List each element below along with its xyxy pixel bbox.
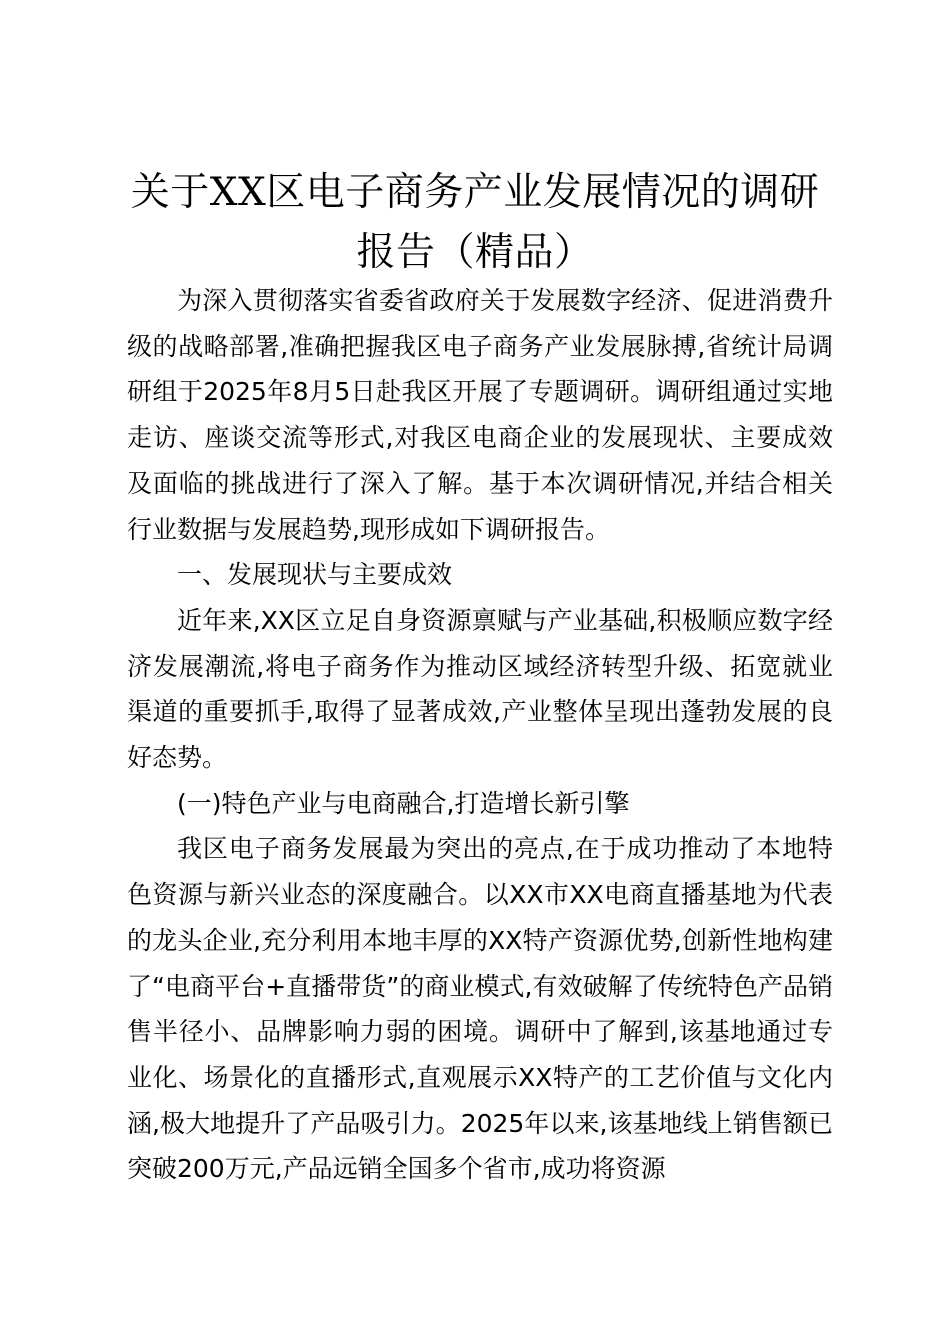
intro-paragraph: 为深入贯彻落实省委省政府关于发展数字经济、促进消费升级的战略部署,准确把握我区电子商务产业发展脉搏,省统计局调研组于2025年8月5日赴我区开展了专题调研。调研组通过实地走访、座谈交流等形式,对我区电商企业的发展现状、主要成效及面临的挑战进行了深入了解。基于本次调研情况,并结合相关行业数据与发展趋势,现形成如下调研报告。 <box>127 286 833 544</box>
document-body <box>127 278 833 1192</box>
document-title: 关于XX区电子商务产业发展情况的调研报告（精品） <box>130 170 820 275</box>
section-heading: 一、发展现状与主要成效 <box>177 560 453 590</box>
section-paragraph: 近年来,XX区立足自身资源禀赋与产业基础,积极顺应数字经济发展潮流,将电子商务作为推动区域经济转型升级、拓宽就业渠道的重要抓手,取得了显著成效,产业整体呈现出蓬勃发展的良好态势。 <box>127 605 833 773</box>
subsection-heading: (一)特色产业与电商融合,打造增长新引擎 <box>177 788 630 818</box>
subsection-paragraph: 我区电子商务发展最为突出的亮点,在于成功推动了本地特色资源与新兴业态的深度融合。以XX市XX电商直播基地为代表的龙头企业,充分利用本地丰厚的XX特产资源优势,创新性地构建了“电商平台+直播带货”的商业模式,有效破解了传统特色产品销售半径小、品牌影响力弱的困境。调研中了解到,该基地通过专业化、场景化的直播形式,直观展示XX特产的工艺价值与文化内涵,极大地提升了产品吸引力。2025年以来,该基地线上销售额已突破200万元,产品远销全国多个省市,成功将资源 <box>127 834 833 1184</box>
